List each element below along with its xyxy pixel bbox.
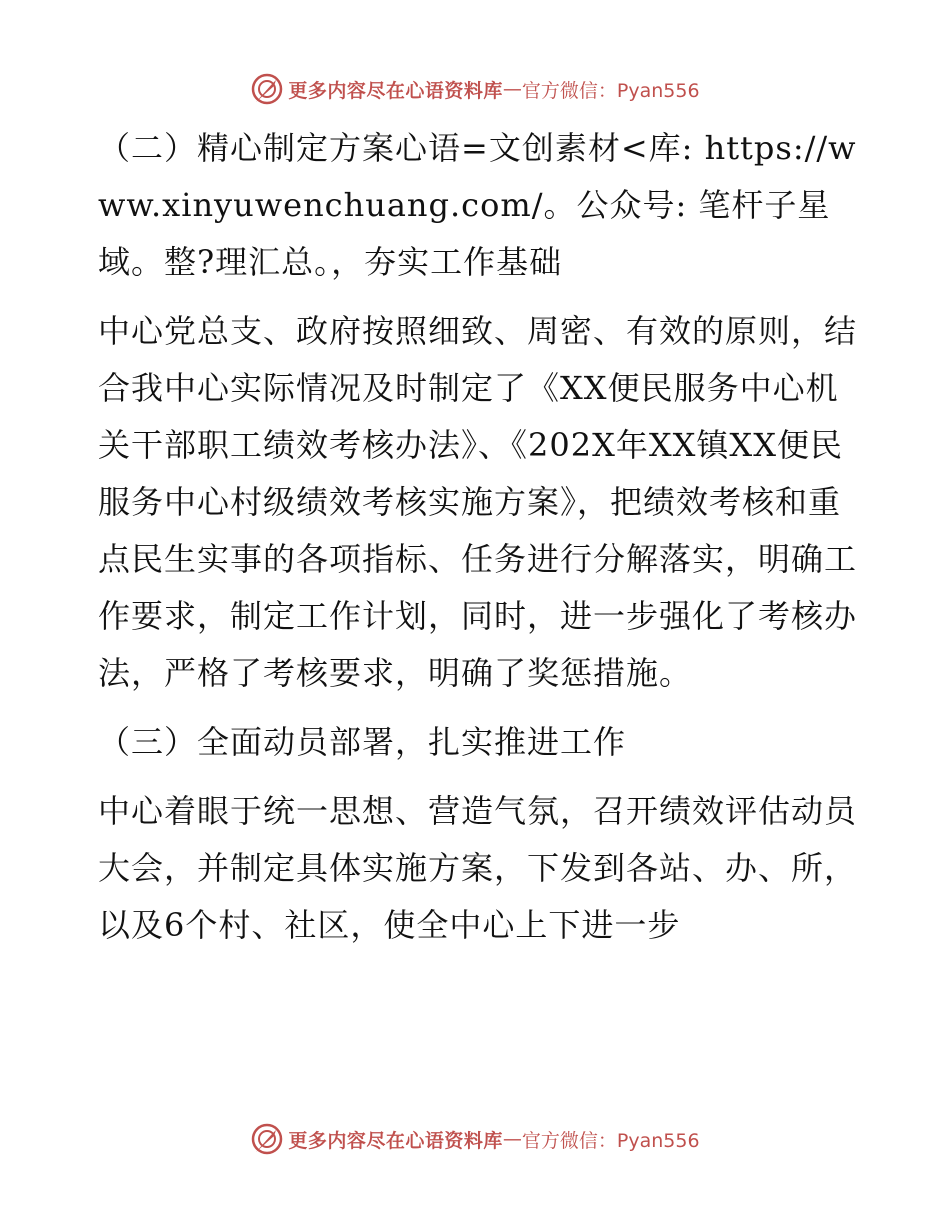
banner-brand-text: 更多内容尽在心语资料库: [288, 79, 503, 102]
banner-dash: —: [502, 1128, 522, 1150]
document-body: [98, 120, 868, 966]
banner-dash: —: [502, 78, 522, 100]
brand-logo-icon: [250, 1122, 284, 1156]
footer-watermark-banner: [0, 1122, 950, 1156]
section-heading-2: （二）精心制定方案心语=文创素材<库: https://www.xinyuwenchuang.com/。公众号: 笔杆子星域。整?理汇总。，夯实工作基础: [98, 129, 857, 281]
paragraph-2: 中心党总支、政府按照细致、周密、有效的原则，结合我中心实际情况及时制定了《XX便民服务中心机关干部职工绩效考核办法》、《202X年XX镇XX便民服务中心村级绩效考核实施方案》，把绩效考核和重点民生实事的各项指标、任务进行分解落实，明确工作要求，制定工作计划，同时，进一步强化了考核办法，严格了考核要求，明确了奖惩措施。: [98, 312, 858, 692]
header-watermark-banner: [0, 72, 950, 106]
banner-wechat-text: 官方微信：Pyan556: [521, 79, 700, 102]
paragraph-3: 中心着眼于统一思想、营造气氛，召开绩效评估动员大会，并制定具体实施方案，下发到各站、办、所，以及6个村、社区，使全中心上下进一步: [98, 792, 858, 944]
banner-brand-text: 更多内容尽在心语资料库: [288, 1129, 503, 1152]
section-heading-3: （三）全面动员部署，扎实推进工作: [98, 723, 627, 761]
banner-wechat-text: 官方微信：Pyan556: [521, 1129, 700, 1152]
brand-logo-icon: [250, 72, 284, 106]
